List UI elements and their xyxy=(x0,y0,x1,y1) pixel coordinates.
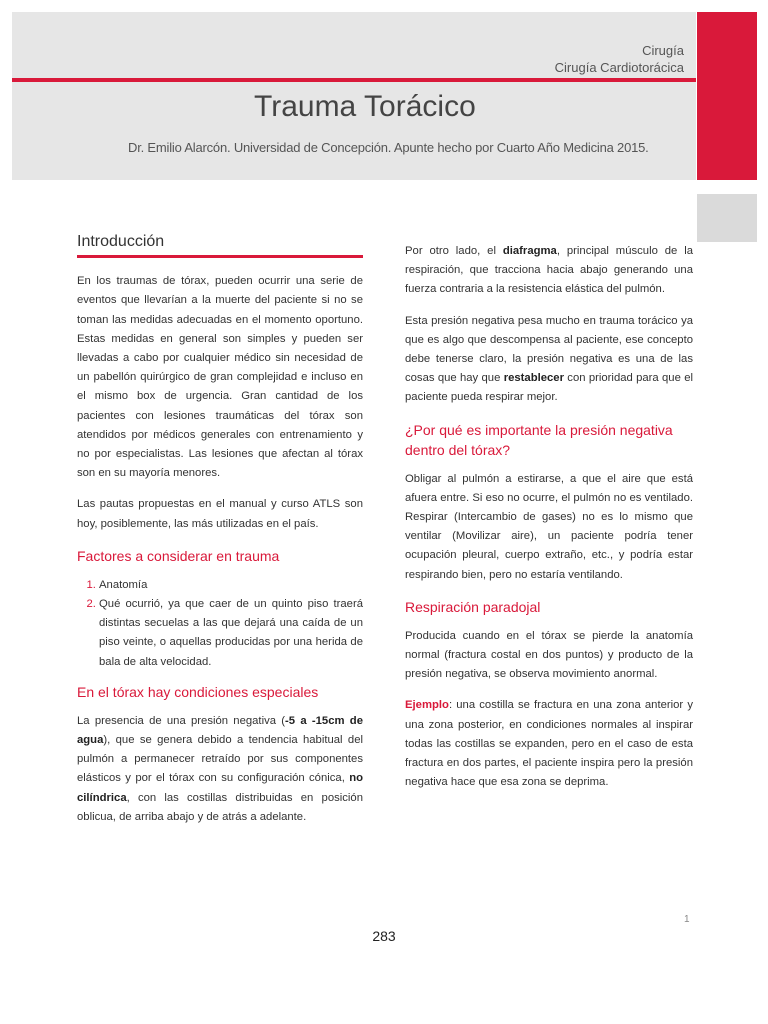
text-span: ), que se genera debido a tendencia habitual del pulmón a permanecer retraído por sus componentes elásticos y por el tórax con su configuración cónica, xyxy=(77,734,363,785)
right-column xyxy=(405,242,693,804)
bold-text: -5 a -15cm de agua xyxy=(77,714,363,747)
text-span: , principal músculo de la respiración, que tracciona hacia abajo generando una fuerza contraria a la resistencia elástica del pulmón. xyxy=(405,245,693,296)
paragraph-ejemplo xyxy=(405,696,693,792)
paragraph-ventilar: Obligar al pulmón a estirarse, a que el aire que está afuera entre. Si eso no ocurre, el pulmón no es ventilado. Respirar (Intercambio de gases) no es lo mismo que ventilar (Movilizar aire), un paciente podría tener ocupación pleural, cuerpo extraño, etc., y podría estar respirando bien, pero no estaría ventilando. xyxy=(405,472,693,581)
page-number: 283 xyxy=(372,928,396,944)
document-title: Trauma Torácico xyxy=(254,90,476,123)
heading-respiracion-paradojal: Respiración paradojal xyxy=(405,598,541,615)
paragraph-paradojal: Producida cuando en el tórax se pierde la anatomía normal (fractura costal en dos puntos) y producto de la presión negativa, se observa movimiento anormal. xyxy=(405,629,693,681)
text-span: Por otro lado, el xyxy=(405,245,503,257)
chapter-tab-red xyxy=(697,12,757,180)
example-label: Ejemplo xyxy=(405,699,449,712)
header-divider xyxy=(12,78,696,82)
text-span: Esta presión negativa pesa mucho en trauma torácico ya que es algo que descompensa al paciente, ese concepto debe tenerse claro, la presión negativa es una de las cosas que hay que xyxy=(405,314,693,385)
document-subtitle: Dr. Emilio Alarcón. Universidad de Concepción. Apunte hecho por Cuarto Año Medicina 2015. xyxy=(128,140,649,155)
list-item: 1. Anatomía xyxy=(99,576,363,595)
paragraph-presion xyxy=(77,712,363,827)
paragraph-atls: Las pautas propuestas en el manual y curso ATLS son hoy, posiblemente, las más utilizadas en el país. xyxy=(77,498,363,530)
paragraph-diafragma xyxy=(405,242,693,300)
category-primary: Cirugía xyxy=(642,43,684,58)
small-page-number: 1 xyxy=(684,914,690,925)
text-span: La presencia de una presión negativa ( xyxy=(77,714,286,727)
bold-text: diafragma xyxy=(502,245,557,257)
heading-introduccion: Introducción xyxy=(77,232,363,258)
heading-condiciones: En el tórax hay condiciones especiales xyxy=(77,683,319,700)
chapter-tab-gray xyxy=(697,194,757,242)
text-span: , con las costillas distribuidas en posición oblicua, de arriba abajo y de atrás a adelante. xyxy=(77,791,363,823)
category-secondary: Cirugía Cardiotorácica xyxy=(554,60,684,75)
bold-text: no cilíndrica xyxy=(77,772,363,804)
heading-por-que: ¿Por qué es importante la presión negativa dentro del tórax? xyxy=(405,421,673,458)
text-span: : una costilla se fractura en una zona anterior y una zona posterior, en condiciones normales al inspirar todas las costillas se expanden, pero en el caso de esta fractura en dos partes, el paciente inspira pero la presión negativa hace que esa zona se deprima. xyxy=(405,699,693,789)
paragraph-intro: En los traumas de tórax, pueden ocurrir una serie de eventos que llevarían a la muerte del paciente si no se toman las medidas adecuadas en el momento oportuno. Estas medidas en general son simples y pueden ser llevadas a cabo por cualquier médico sin necesidad de un pabellón quirúrgico de gran complejidad e incluso en el mismo box de urgencia. Gran cantidad de los pacientes con lesiones traumáticas del tórax son atendidos por médicos generales con entrenamiento y no por especialistas. Las lesiones que afectan al tórax son en su mayoría menores. xyxy=(77,275,363,480)
paragraph-presion-negativa xyxy=(405,312,693,408)
bold-text: restablecer xyxy=(503,372,564,385)
factores-list xyxy=(77,576,363,672)
heading-factores: Factores a considerar en trauma xyxy=(77,547,280,564)
category-label xyxy=(555,42,684,76)
list-item: 2. Qué ocurrió, ya que caer de un quinto piso traerá distintas secuelas a las que dejará una caída de un piso veinte, o aquellas producidas por una herida de bala de alta velocidad. xyxy=(99,595,363,672)
left-column xyxy=(77,232,363,839)
text-span: con prioridad para que el paciente pueda respirar mejor. xyxy=(405,372,693,404)
